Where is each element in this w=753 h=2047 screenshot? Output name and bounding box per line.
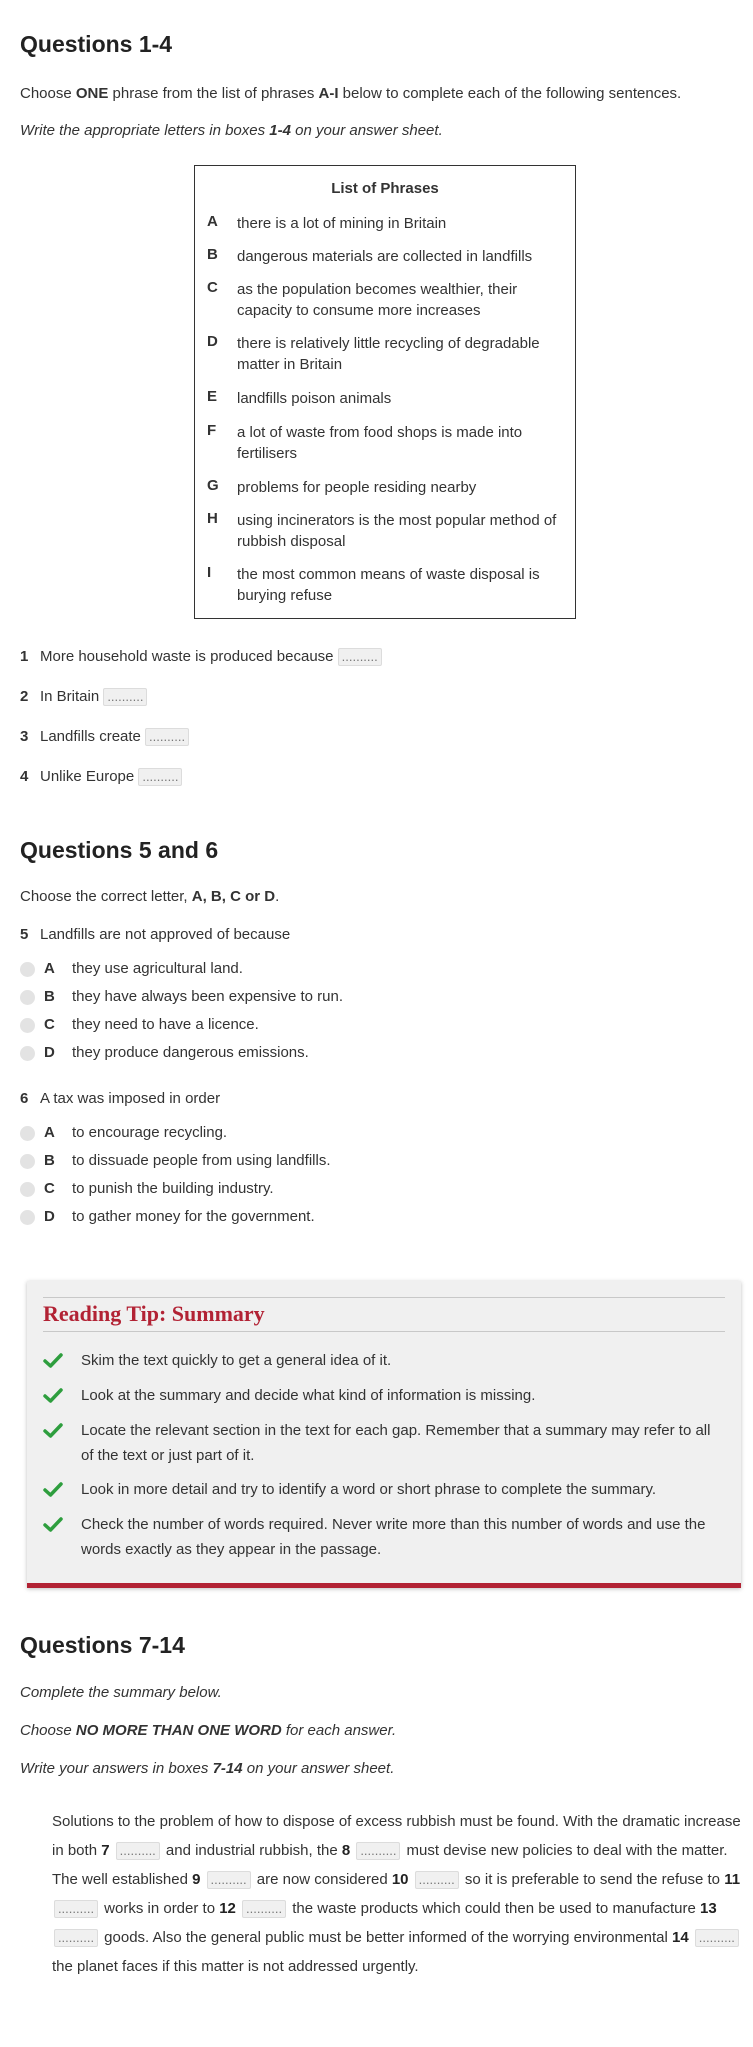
instruction-write-letters: Write the appropriate letters in boxes 1-4 on your answer sheet. — [20, 122, 443, 139]
section-title-5-6: Questions 5 and 6 — [20, 837, 219, 863]
question-2: 2 In Britain .......... — [20, 687, 147, 707]
instruction-complete-summary: Complete the summary below. — [20, 1684, 222, 1701]
answer-gap-7[interactable]: .......... — [116, 1842, 160, 1860]
section-title-1-4: Questions 1-4 — [20, 31, 173, 57]
section-title-7-14: Questions 7-14 — [20, 1632, 185, 1658]
answer-gap-14[interactable]: .......... — [695, 1929, 739, 1947]
answer-gap-3[interactable]: .......... — [145, 728, 189, 746]
question-5: 5 Landfills are not approved of because — [20, 926, 291, 943]
question-3: 3 Landfills create .......... — [20, 727, 189, 747]
answer-gap-9[interactable]: .......... — [207, 1871, 251, 1889]
answer-gap-2[interactable]: .......... — [103, 688, 147, 706]
answer-gap-4[interactable]: .......... — [138, 768, 182, 786]
question-4: 4 Unlike Europe .......... — [20, 767, 182, 787]
summary-text: Solutions to the problem of how to dispose of excess rubbish must be found. With the dramatic increase in both 7 .......... and industrial rubbish, the 8 .......... must devise new policies to deal with the matter. The well established 9 .......... are now considered 10 .......... so it is preferable to send the refuse to 11 .......... works in order to 12 .......... the waste products which could then be used to manufacture 13 .......... goods. Also the general public must be better informed of the worrying environmental 14 .......... the planet faces if this matter is not addressed urgently. — [52, 1813, 741, 1975]
accent-bar — [27, 1583, 741, 1588]
checkmark-icon — [43, 1423, 63, 1439]
instruction-word-limit: Choose NO MORE THAN ONE WORD for each answer. — [20, 1722, 397, 1739]
checkmark-icon — [43, 1353, 63, 1369]
answer-gap-12[interactable]: .......... — [242, 1900, 286, 1918]
list-of-phrases-box: List of Phrases A there is a lot of mining in Britain B dangerous materials are collected in landfills C as the population becomes wealthier, their capacity to consume more increases D there is relatively little recycling of degradable matter in Britain E landfills poison animals F a lot of waste from food shops is made into fertilisers G problems for people residing nearby H using incinerators is the most popular method of rubbish disposal I the most common means of waste disposal is burying refuse — [194, 165, 576, 619]
radio-button[interactable] — [20, 1154, 35, 1169]
radio-button[interactable] — [20, 1210, 35, 1225]
radio-button[interactable] — [20, 1182, 35, 1197]
answer-gap-11[interactable]: .......... — [54, 1900, 98, 1918]
answer-gap-13[interactable]: .......... — [54, 1929, 98, 1947]
reading-tip-title: Reading Tip: Summary — [43, 1301, 265, 1326]
answer-gap-1[interactable]: .......... — [338, 648, 382, 666]
checkmark-icon — [43, 1482, 63, 1498]
answer-gap-8[interactable]: .......... — [356, 1842, 400, 1860]
radio-button[interactable] — [20, 1018, 35, 1033]
question-6: 6 A tax was imposed in order — [20, 1090, 221, 1107]
instruction-choose-letter: Choose the correct letter, A, B, C or D. — [20, 888, 280, 905]
radio-button[interactable] — [20, 1046, 35, 1061]
radio-button[interactable] — [20, 1126, 35, 1141]
instruction-choose-phrase: Choose ONE phrase from the list of phrases A-I below to complete each of the following sentences. — [20, 85, 682, 102]
reading-tip-panel: Reading Tip: Summary Skim the text quickly to get a general idea of it. Look at the summary and decide what kind of information is missing. Locate the relevant section in the text for each gap. Remember that a summary may refer to all of the text or just part of it. Look in more detail and try to identify a word or short phrase to complete the summary. Check the number of words required. Never write more than this number of words and use the words exactly as they appear in the passage. — [27, 1281, 741, 1588]
list-of-phrases-title: List of Phrases — [331, 180, 439, 197]
divider — [43, 1297, 725, 1298]
divider — [43, 1331, 725, 1332]
radio-button[interactable] — [20, 962, 35, 977]
instruction-write-answers: Write your answers in boxes 7-14 on your answer sheet. — [20, 1760, 395, 1777]
radio-button[interactable] — [20, 990, 35, 1005]
answer-gap-10[interactable]: .......... — [415, 1871, 459, 1889]
checkmark-icon — [43, 1388, 63, 1404]
question-1: 1 More household waste is produced because .......... — [20, 647, 382, 667]
checkmark-icon — [43, 1517, 63, 1533]
